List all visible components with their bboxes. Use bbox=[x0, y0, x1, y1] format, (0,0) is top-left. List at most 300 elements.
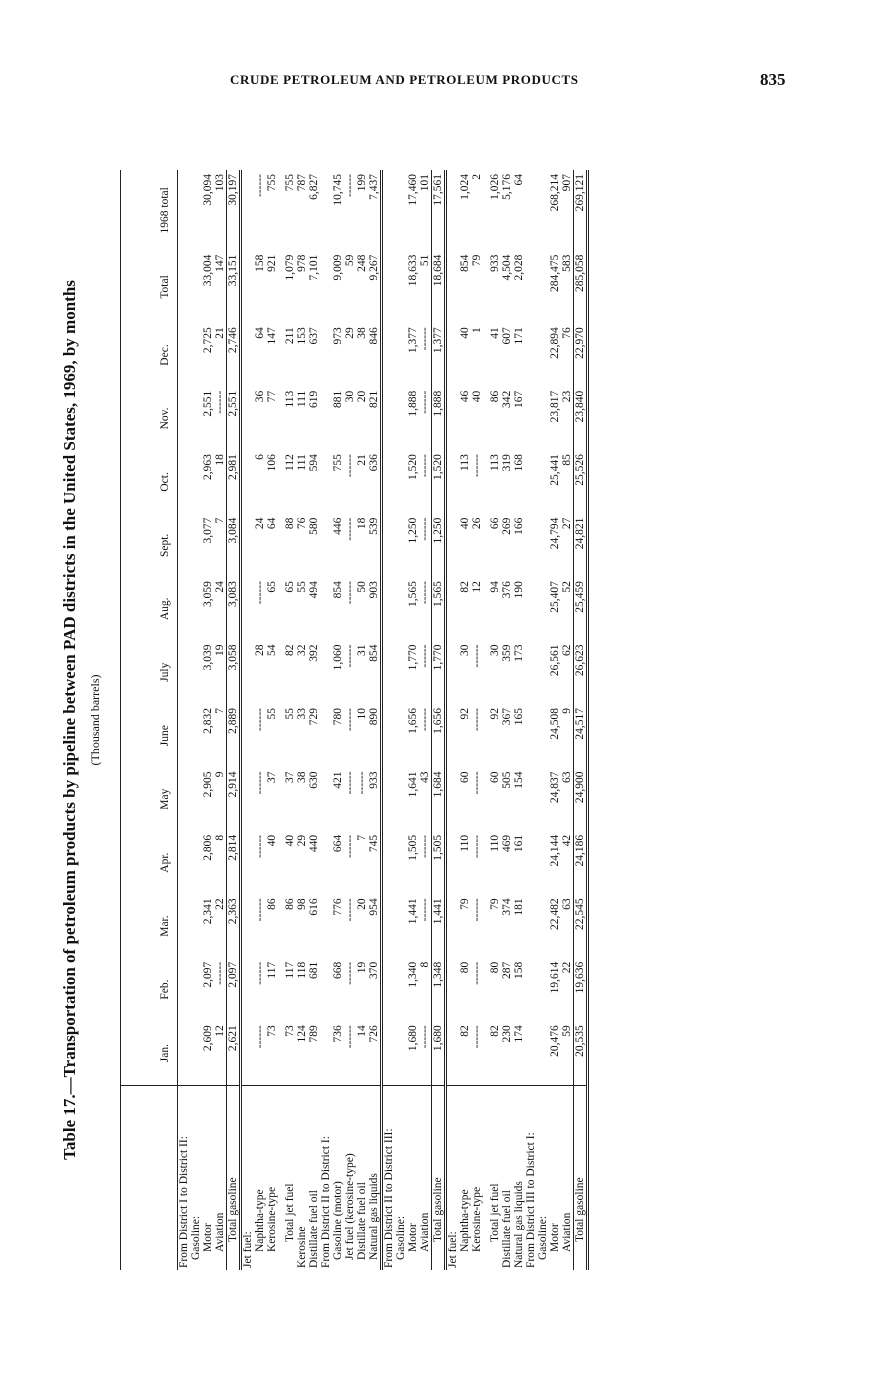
table-cell: 98 bbox=[296, 898, 308, 910]
table-cell: 20,476 bbox=[549, 1025, 561, 1057]
table-row bbox=[214, 170, 227, 1270]
row-label: Total gasoline bbox=[432, 1086, 446, 1271]
table-cell bbox=[241, 323, 255, 386]
table-row bbox=[407, 170, 419, 1270]
table-cell: ------ bbox=[471, 1025, 483, 1049]
table-cell: 38 bbox=[356, 327, 368, 339]
table-cell: 1,888 bbox=[432, 387, 446, 450]
table-cell: 101 bbox=[419, 174, 431, 192]
table-cell bbox=[395, 170, 407, 251]
table-cell: ------ bbox=[471, 834, 483, 858]
table-cell: 8 bbox=[419, 961, 431, 968]
table-cell: ------ bbox=[419, 517, 431, 541]
table-cell: ------ bbox=[471, 454, 483, 478]
table-cell: 370 bbox=[368, 961, 380, 980]
table-cell: ------ bbox=[344, 174, 356, 197]
table-cell bbox=[190, 577, 202, 640]
table-cell: 5,176 bbox=[501, 174, 513, 200]
row-label: Aviation bbox=[214, 1086, 227, 1271]
table-cell: 374 bbox=[501, 898, 513, 916]
table-cell: 7 bbox=[356, 834, 368, 841]
table-cell: 20 bbox=[356, 898, 368, 910]
table-row bbox=[574, 170, 588, 1270]
table-cell: 60 bbox=[489, 771, 501, 783]
table-cell bbox=[241, 767, 255, 830]
table-cell: ------ bbox=[471, 898, 483, 922]
table-cell: 82 bbox=[459, 1025, 471, 1037]
table-cell: 110 bbox=[459, 834, 471, 852]
table-cell: 26,623 bbox=[574, 641, 588, 704]
table-cell: 780 bbox=[332, 707, 344, 726]
table-cell: 55 bbox=[284, 707, 296, 720]
table-cell: 190 bbox=[513, 581, 525, 599]
table-cell bbox=[395, 251, 407, 324]
table-cell bbox=[446, 251, 460, 324]
table-cell: 2,341 bbox=[202, 898, 214, 925]
table-cell bbox=[395, 1021, 407, 1085]
table-cell bbox=[446, 1021, 460, 1085]
table-cell: 65 bbox=[284, 581, 296, 593]
table-cell: 2,097 bbox=[202, 961, 214, 988]
table-cell bbox=[525, 894, 537, 957]
table-cell bbox=[525, 323, 537, 386]
table-cell bbox=[525, 450, 537, 513]
table-cell: 21 bbox=[214, 327, 226, 339]
table-cell bbox=[382, 170, 396, 251]
table-cell: 787 bbox=[296, 174, 308, 192]
table-unit: (Thousand barrels) bbox=[88, 674, 102, 766]
table-cell: 12 bbox=[471, 581, 483, 593]
table-cell: 1,565 bbox=[407, 581, 419, 607]
table-cell bbox=[320, 450, 332, 513]
page-number: 835 bbox=[760, 70, 786, 89]
table-cell: 1,377 bbox=[407, 327, 419, 354]
table-cell: 73 bbox=[284, 1025, 296, 1037]
row-label: Kerosine-type bbox=[266, 1086, 278, 1271]
table-cell: 64 bbox=[513, 174, 525, 186]
table-cell: 22,482 bbox=[549, 898, 561, 930]
table-cell: 86 bbox=[266, 898, 278, 910]
table-cell: 903 bbox=[368, 581, 380, 599]
table-cell: 1,770 bbox=[407, 644, 419, 671]
table-cell: ------ bbox=[419, 581, 431, 605]
table-cell: ------ bbox=[344, 961, 356, 985]
table-cell: 7,101 bbox=[308, 254, 320, 281]
column-header: Jan. bbox=[121, 1021, 178, 1085]
table-cell: 40 bbox=[471, 390, 483, 403]
table-cell: 63 bbox=[561, 771, 573, 783]
table-cell: ------ bbox=[471, 707, 483, 731]
table-cell: ------ bbox=[254, 1025, 266, 1049]
table-cell: ------ bbox=[214, 961, 226, 985]
table-cell: 19 bbox=[356, 961, 368, 974]
table-cell: 22,545 bbox=[574, 894, 588, 957]
table-cell: 469 bbox=[501, 834, 513, 853]
table-cell bbox=[241, 577, 255, 640]
table-cell: 1,060 bbox=[332, 644, 344, 671]
table-cell: 1,680 bbox=[432, 1021, 446, 1085]
table-cell: 23 bbox=[561, 390, 573, 403]
table-cell bbox=[395, 450, 407, 513]
table-cell: 117 bbox=[266, 961, 278, 979]
table-cell: 80 bbox=[489, 961, 501, 974]
table-cell: 22 bbox=[561, 961, 573, 974]
table-cell: 24,900 bbox=[574, 767, 588, 830]
table-cell: 92 bbox=[489, 707, 501, 720]
table-cell: 284,475 bbox=[549, 254, 561, 292]
row-label: Naphtha-type bbox=[459, 1086, 471, 1271]
column-header: Aug. bbox=[121, 577, 178, 640]
table-cell bbox=[537, 704, 549, 767]
table-cell: 38 bbox=[296, 771, 308, 783]
table-row bbox=[446, 170, 460, 1270]
table-cell: 3,084 bbox=[227, 514, 241, 577]
table-cell bbox=[537, 577, 549, 640]
table-cell: 166 bbox=[513, 517, 525, 535]
table-cell: 76 bbox=[296, 517, 308, 530]
table-cell: 1,250 bbox=[432, 514, 446, 577]
row-label: Total jet fuel bbox=[284, 1086, 296, 1271]
row-label: Kerosine-type bbox=[471, 1086, 483, 1271]
table-cell: 440 bbox=[308, 834, 320, 853]
table-cell: ------ bbox=[254, 707, 266, 731]
table-cell: 88 bbox=[284, 517, 296, 530]
table-row bbox=[368, 170, 382, 1270]
table-row bbox=[241, 170, 255, 1270]
table-cell: 1 bbox=[471, 327, 483, 334]
table-cell bbox=[395, 387, 407, 450]
table-cell: 27 bbox=[561, 517, 573, 530]
table-row bbox=[489, 170, 501, 1270]
table-cell bbox=[178, 323, 191, 386]
table-cell: 3,059 bbox=[202, 581, 214, 607]
table-cell: 106 bbox=[266, 454, 278, 472]
table-cell bbox=[537, 767, 549, 830]
table-cell: 890 bbox=[368, 707, 380, 726]
row-label: Motor bbox=[407, 1086, 419, 1271]
column-header: Feb. bbox=[121, 958, 178, 1021]
table-cell: 82 bbox=[284, 644, 296, 657]
table-cell: 6 bbox=[254, 454, 266, 460]
table-cell: 1,377 bbox=[432, 323, 446, 386]
table-cell bbox=[395, 894, 407, 957]
table-cell: 3,083 bbox=[227, 577, 241, 640]
table-cell: ------ bbox=[471, 771, 483, 795]
row-label: Distillate fuel oil bbox=[308, 1086, 320, 1271]
table-cell: 637 bbox=[308, 327, 320, 345]
table-body bbox=[178, 170, 588, 1270]
table-cell: 26 bbox=[471, 517, 483, 530]
table-cell: 20,535 bbox=[574, 1021, 588, 1085]
table-cell bbox=[395, 831, 407, 894]
table-cell bbox=[320, 323, 332, 386]
table-cell bbox=[190, 831, 202, 894]
table-cell: 24 bbox=[254, 517, 266, 530]
table-row bbox=[419, 170, 432, 1270]
table-cell: 24,186 bbox=[574, 831, 588, 894]
table-cell bbox=[395, 767, 407, 830]
table-cell: 376 bbox=[501, 581, 513, 599]
table-cell: 2,963 bbox=[202, 454, 214, 481]
table-cell: 40 bbox=[284, 834, 296, 847]
table-cell: ------ bbox=[471, 644, 483, 668]
table-cell: 933 bbox=[489, 254, 501, 272]
table-cell: 22 bbox=[214, 898, 226, 910]
table-cell: 24,821 bbox=[574, 514, 588, 577]
table-cell: 165 bbox=[513, 707, 525, 726]
table-cell: 854 bbox=[459, 254, 471, 272]
table-cell: 82 bbox=[489, 1025, 501, 1037]
table-cell: 154 bbox=[513, 771, 525, 789]
table-cell bbox=[525, 514, 537, 577]
table-row bbox=[320, 170, 332, 1270]
row-label-header bbox=[121, 1086, 178, 1271]
table-cell bbox=[320, 170, 332, 251]
table-cell: 9 bbox=[561, 707, 573, 714]
column-header: Oct. bbox=[121, 450, 178, 513]
column-header: Apr. bbox=[121, 831, 178, 894]
table-cell bbox=[241, 831, 255, 894]
table-cell: 367 bbox=[501, 707, 513, 726]
table-cell: 18 bbox=[214, 454, 226, 466]
table-cell bbox=[190, 323, 202, 386]
table-cell: 1,520 bbox=[407, 454, 419, 481]
table-cell: ------ bbox=[254, 581, 266, 605]
table-cell: ------ bbox=[214, 390, 226, 414]
table-row bbox=[513, 170, 525, 1270]
table-cell: 7 bbox=[214, 707, 226, 714]
row-label: Jet fuel: bbox=[446, 1086, 460, 1271]
table-cell bbox=[178, 170, 191, 251]
table-cell: 539 bbox=[368, 517, 380, 535]
table-cell: 30,094 bbox=[202, 174, 214, 206]
table-cell: ------ bbox=[254, 961, 266, 985]
table-cell: 158 bbox=[513, 961, 525, 980]
table-cell bbox=[320, 641, 332, 704]
table-cell: 111 bbox=[296, 454, 308, 471]
table-cell bbox=[446, 577, 460, 640]
table-cell bbox=[190, 894, 202, 957]
table-cell bbox=[537, 323, 549, 386]
table-cell bbox=[446, 704, 460, 767]
table-cell: 30 bbox=[344, 390, 356, 403]
table-cell: ------ bbox=[254, 834, 266, 858]
table-cell: 1,565 bbox=[432, 577, 446, 640]
table-cell bbox=[190, 450, 202, 513]
table-cell: 55 bbox=[296, 581, 308, 593]
table-cell: 681 bbox=[308, 961, 320, 980]
table-cell: 1,505 bbox=[407, 834, 419, 861]
table-cell bbox=[190, 641, 202, 704]
table-cell: 86 bbox=[489, 390, 501, 403]
table-cell: 1,348 bbox=[432, 958, 446, 1021]
table-cell: 2,905 bbox=[202, 771, 214, 798]
table-cell: 9 bbox=[214, 771, 226, 778]
column-header: June bbox=[121, 704, 178, 767]
row-label: From District I to District II: bbox=[178, 1086, 191, 1271]
table-cell: ------ bbox=[419, 390, 431, 414]
table-cell: 24,144 bbox=[549, 834, 561, 867]
table-cell: 24,508 bbox=[549, 707, 561, 740]
table-cell: 269 bbox=[501, 517, 513, 535]
table-cell: ------ bbox=[419, 327, 431, 351]
table-cell: 64 bbox=[254, 327, 266, 339]
table-cell: 30 bbox=[489, 644, 501, 657]
table-cell: 113 bbox=[284, 390, 296, 408]
table-cell bbox=[382, 641, 396, 704]
table-row bbox=[501, 170, 513, 1270]
table-cell: 607 bbox=[501, 327, 513, 345]
table-cell bbox=[537, 450, 549, 513]
table-cell: 22,894 bbox=[549, 327, 561, 359]
row-label: Distillate fuel oil bbox=[356, 1086, 368, 1271]
table-cell bbox=[537, 894, 549, 957]
table-cell: 28 bbox=[254, 644, 266, 657]
table-cell: 736 bbox=[332, 1025, 344, 1043]
table-row bbox=[190, 170, 202, 1270]
table-cell: 40 bbox=[459, 327, 471, 339]
table-cell bbox=[446, 170, 460, 251]
table-cell: ------ bbox=[419, 898, 431, 922]
table-cell: 494 bbox=[308, 581, 320, 599]
table-cell: 745 bbox=[368, 834, 380, 853]
table-cell: 1,684 bbox=[432, 767, 446, 830]
table-cell: 755 bbox=[266, 174, 278, 192]
table-cell bbox=[395, 641, 407, 704]
table-cell: 421 bbox=[332, 771, 344, 789]
table-row bbox=[432, 170, 446, 1270]
row-label: Jet fuel (kerosine-type) bbox=[344, 1086, 356, 1271]
table-cell bbox=[320, 894, 332, 957]
table-cell: 854 bbox=[368, 644, 380, 662]
table-cell bbox=[395, 577, 407, 640]
table-cell: 113 bbox=[459, 454, 471, 471]
table-row bbox=[471, 170, 483, 1270]
table-cell bbox=[178, 387, 191, 450]
table-cell: 23,817 bbox=[549, 390, 561, 423]
table-cell: ------ bbox=[419, 1025, 431, 1049]
table-cell bbox=[525, 170, 537, 251]
table-cell: 80 bbox=[459, 961, 471, 974]
table-row bbox=[308, 170, 320, 1270]
table-cell: 269,121 bbox=[574, 170, 588, 251]
row-label: Naphtha-type bbox=[254, 1086, 266, 1271]
table-cell: 1,641 bbox=[407, 771, 419, 798]
table-cell bbox=[241, 641, 255, 704]
row-label: From District II to District I: bbox=[320, 1086, 332, 1271]
table-cell: 1,026 bbox=[489, 174, 501, 200]
table-cell: 1,888 bbox=[407, 390, 419, 417]
table-cell: 31 bbox=[356, 644, 368, 657]
table-header-row bbox=[121, 170, 178, 1270]
table-cell: 55 bbox=[266, 707, 278, 720]
table-cell bbox=[525, 251, 537, 324]
table-cell bbox=[446, 514, 460, 577]
table-cell bbox=[537, 251, 549, 324]
table-cell: 174 bbox=[513, 1025, 525, 1043]
table-cell bbox=[320, 251, 332, 324]
table-cell bbox=[382, 958, 396, 1021]
table-cell: 37 bbox=[266, 771, 278, 783]
table-cell: 1,505 bbox=[432, 831, 446, 894]
table-cell: ------ bbox=[344, 834, 356, 858]
table-row bbox=[356, 170, 368, 1270]
table-cell: 2,551 bbox=[227, 387, 241, 450]
table-cell: 40 bbox=[266, 834, 278, 847]
table-cell bbox=[320, 767, 332, 830]
table-cell bbox=[241, 704, 255, 767]
table-row bbox=[296, 170, 308, 1270]
table-cell: ------ bbox=[254, 174, 266, 197]
row-label: Motor bbox=[202, 1086, 214, 1271]
column-header: 1968 total bbox=[121, 170, 178, 251]
table-cell: 50 bbox=[356, 581, 368, 593]
table-cell bbox=[178, 894, 191, 957]
table-cell: 319 bbox=[501, 454, 513, 472]
table-cell: 342 bbox=[501, 390, 513, 408]
running-head: CRUDE PETROLEUM AND PETROLEUM PRODUCTS bbox=[230, 72, 579, 87]
table-cell: 583 bbox=[561, 254, 573, 272]
table-cell bbox=[395, 958, 407, 1021]
row-label: Natural gas liquids bbox=[513, 1086, 525, 1271]
table-cell: 287 bbox=[501, 961, 513, 980]
table-cell bbox=[178, 767, 191, 830]
table-cell bbox=[382, 704, 396, 767]
table-cell: 76 bbox=[561, 327, 573, 339]
table-cell: ------ bbox=[419, 834, 431, 858]
table-cell: 1,520 bbox=[432, 450, 446, 513]
table-cell bbox=[525, 958, 537, 1021]
table-cell: 86 bbox=[284, 898, 296, 910]
table-cell bbox=[537, 1021, 549, 1085]
row-label: Gasoline: bbox=[395, 1086, 407, 1271]
table-cell bbox=[178, 577, 191, 640]
table-cell: 755 bbox=[284, 174, 296, 192]
table-cell bbox=[382, 767, 396, 830]
table-cell: 7 bbox=[214, 517, 226, 524]
table-cell: 24 bbox=[214, 581, 226, 593]
table-cell bbox=[537, 387, 549, 450]
table-cell bbox=[382, 450, 396, 513]
table-cell: 789 bbox=[308, 1025, 320, 1043]
table-cell bbox=[382, 514, 396, 577]
table-cell: 24,837 bbox=[549, 771, 561, 804]
table-cell bbox=[241, 1021, 255, 1085]
table-cell: ------ bbox=[344, 644, 356, 668]
table-cell bbox=[395, 514, 407, 577]
table-cell: 3,058 bbox=[227, 641, 241, 704]
table-cell: ------ bbox=[254, 898, 266, 922]
table-cell bbox=[382, 577, 396, 640]
table-row bbox=[537, 170, 549, 1270]
table-cell: ------ bbox=[254, 771, 266, 795]
table-cell bbox=[190, 170, 202, 251]
table-cell: 2,914 bbox=[227, 767, 241, 830]
table-row bbox=[254, 170, 266, 1270]
table-cell bbox=[382, 251, 396, 324]
column-header: May bbox=[121, 767, 178, 830]
table-cell: 6,827 bbox=[308, 174, 320, 200]
rotated-table-block bbox=[60, 170, 780, 1270]
table-cell: 42 bbox=[561, 834, 573, 847]
table-cell bbox=[178, 831, 191, 894]
row-label: Gasoline (motor) bbox=[332, 1086, 344, 1271]
table-cell: 59 bbox=[561, 1025, 573, 1037]
table-cell: 1,340 bbox=[407, 961, 419, 988]
table-row bbox=[459, 170, 471, 1270]
table-cell: 755 bbox=[332, 454, 344, 472]
table-cell bbox=[178, 958, 191, 1021]
